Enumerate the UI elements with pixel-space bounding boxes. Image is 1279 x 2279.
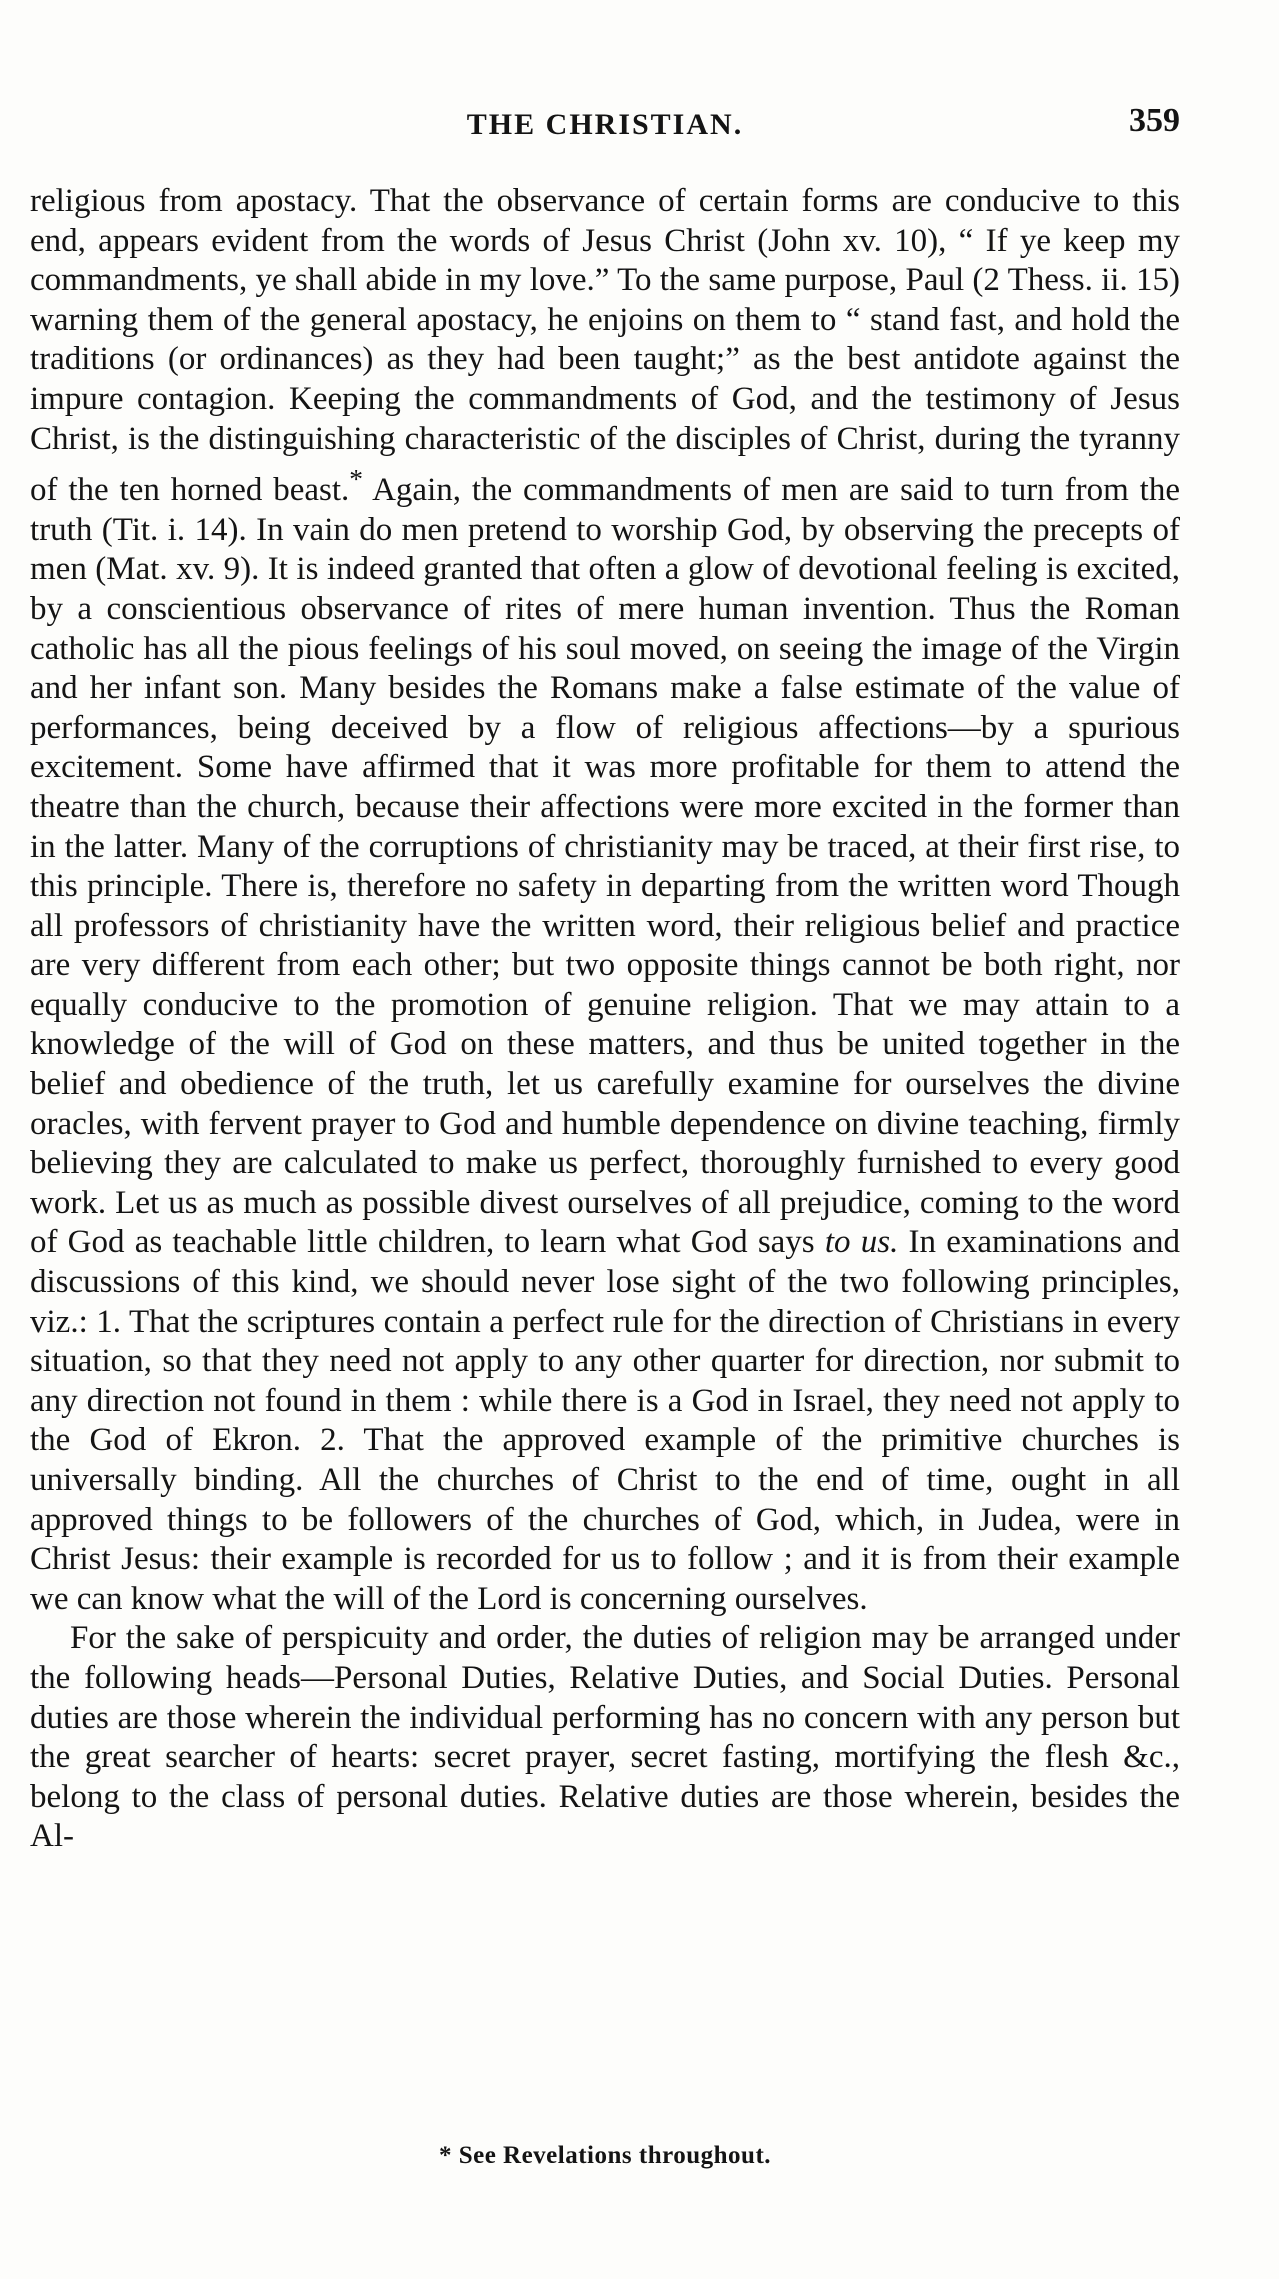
footnote: * See Revelations throughout. [438, 2142, 772, 2169]
paragraph-2: For the sake of perspicuity and order, the duties of religion may be arranged under the following heads—Personal Duties, Relative Duties, and Social Duties. Personal duties are those wherein the individual performing has no concern with any person but the great searcher of hearts: secret prayer, secret fasting, mortifying the flesh &c., belong to the class of personal duties. Relative duties are those wherein, besides the Al- [30, 1620, 1180, 1855]
paragraph-1-part-1: religious from apostacy. That the observance of certain forms are conducive to this end, appears evident from the words of Jesus Christ (John xv. 10), “ If ye keep my commandments, ye shall abide in my love.” To the same purpose, Paul (2 Thess. ii. 15) warning them of the general apostacy, he enjoins on them to “ stand fast, and hold the traditions (or ordinances) as they had been taught;” as the best antidote against the impure contagion. Keeping the commandments of God, and the testimony of Jesus Christ, is the distinguishing characteristic of the disciples of Christ, during the tyranny of the ten horned beast. [30, 183, 1180, 509]
emphasis-to-us: to us. [824, 1224, 899, 1261]
footnote-marker: * [349, 463, 364, 495]
paragraph-1-part-3: In examinations and discussions of this kind, we should never lose sight of the two following principles, viz.: 1. That the scriptures contain a perfect rule for the direction of Christians in every situation, so that they need not apply to any other quarter for direction, nor submit to any direction not found in them : while there is a God in Israel, they need not apply to the God of Ekron. 2. That the approved example of the primitive churches is universally binding. All the churches of Christ to the end of time, ought in all approved things to be followers of the churches of God, which, in Judea, were in Christ Jesus: their example is recorded for us to follow ; and it is from their example we can know what the will of the Lord is concerning ourselves. [30, 1224, 1181, 1617]
page-number: 359 [1129, 102, 1180, 139]
running-title: THE CHRISTIAN. [466, 108, 744, 141]
paragraph-1 [30, 182, 1180, 1619]
running-head [30, 102, 1180, 152]
body-text [30, 182, 1180, 1857]
paragraph-1-part-2: Again, the commandments of men are said to turn from the truth (Tit. i. 14). In vain do men pretend to worship God, by observing the precepts of men (Mat. xv. 9). It is indeed granted that often a glow of devotional feeling is excited, by a conscientious observance of rites of mere human invention. Thus the Roman catholic has all the pious feelings of his soul moved, on seeing the image of the Virgin and her infant son. Many besides the Romans make a false estimate of the value of performances, being deceived by a flow of religious affections—by a spurious excitement. Some have affirmed that it was more profitable for them to attend the theatre than the church, because their affections were more excited in the former than in the latter. Many of the corruptions of christianity may be traced, at their first rise, to this principle. There is, therefore no safety in departing from the written word Though all professors of christianity have the written word, their religious belief and practice are very different from each other; but two opposite things cannot be both right, nor equally conducive to the promotion of genuine religion. That we may attain to a knowledge of the will of God on these matters, and thus be united together in the belief and obedience of the truth, let us carefully examine for ourselves the divine oracles, with fervent prayer to God and humble dependence on divine teaching, firmly believing they are calculated to make us perfect, thoroughly furnished to every good work. Let us as much as possible divest ourselves of all prejudice, coming to the word of God as teachable little children, to learn what God says [30, 472, 1180, 1261]
